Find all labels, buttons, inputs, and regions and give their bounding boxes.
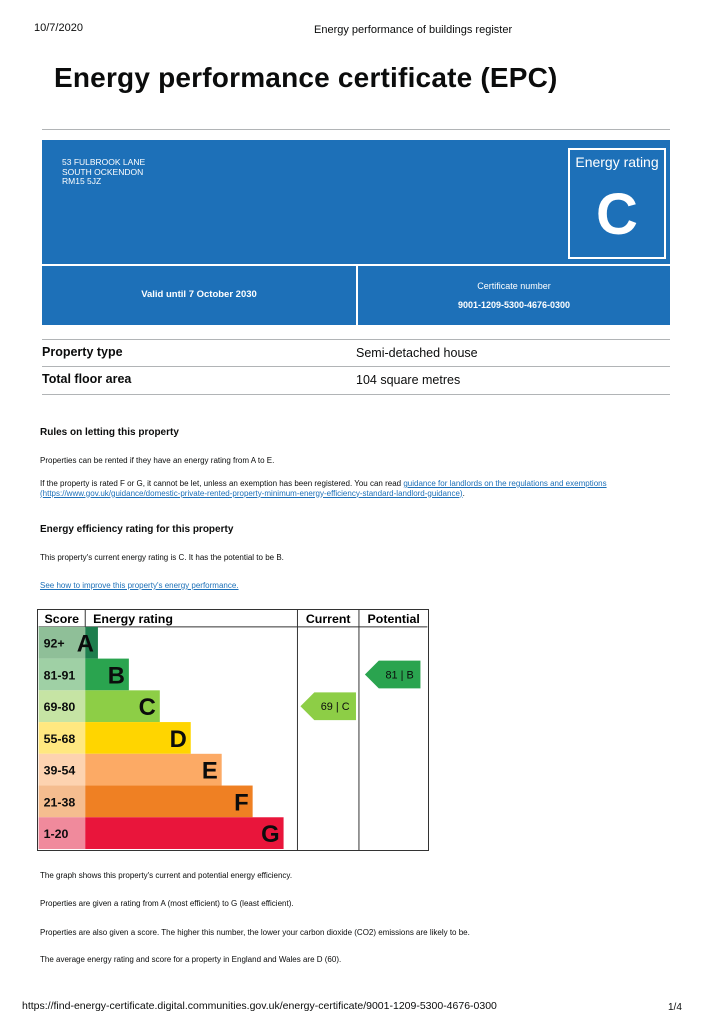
property-table-top-border [42, 339, 670, 340]
improve-performance-link[interactable]: See how to improve this property's energy performance. [40, 581, 239, 590]
property-table-bottom-border [42, 394, 670, 395]
note-graph: The graph shows this property's current and potential energy efficiency. [40, 871, 293, 880]
energy-rating-label: Energy rating [575, 154, 659, 170]
score-label-g: 1-20 [43, 827, 69, 842]
print-date: 10/7/2020 [34, 22, 83, 34]
property-address [62, 158, 145, 187]
band-letter-f: F [234, 789, 249, 817]
note-score: Properties are also given a score. The higher this number, the lower your carbon dioxide (CO2) emissions are likely to be. [40, 928, 470, 937]
property-type-label: Property type [42, 345, 123, 359]
band-letter-g: G [261, 821, 280, 849]
efficiency-heading: Energy efficiency rating for this property [40, 524, 234, 535]
certificate-number-label: Certificate number [477, 281, 551, 291]
floor-area-label: Total floor area [42, 372, 132, 386]
address-postcode: RM15 5JZ [62, 176, 102, 186]
letting-rules-text: If the property is rated F or G, it cannot be let, unless an exemption has been registered. You can read [40, 479, 402, 488]
energy-rating-chart [37, 609, 429, 851]
band-letter-a: A [76, 630, 94, 658]
band-bar-g [85, 817, 283, 849]
letting-rules-paragraph-2 [40, 479, 640, 498]
letting-rules-paragraph-1: Properties can be rented if they have an energy rating from A to E. [40, 456, 275, 465]
floor-area-value: 104 square metres [356, 373, 461, 387]
band-letter-c: C [138, 694, 156, 722]
property-table-row-divider [42, 366, 670, 367]
panel-divider-vertical [356, 266, 358, 325]
current-rating-label: 69 | C [320, 701, 350, 714]
address-line-1: 53 FULBROOK LANE [62, 157, 146, 167]
certificate-summary-panel [42, 140, 670, 325]
valid-until: Valid until 7 October 2030 [141, 289, 257, 300]
note-rating-scale: Properties are given a rating from A (most efficient) to G (least efficient). [40, 899, 294, 908]
address-line-2: SOUTH OCKENDON [62, 166, 144, 177]
band-letter-e: E [201, 757, 218, 785]
certificate-number: 9001-1209-5300-4676-0300 [457, 300, 571, 310]
energy-rating-letter: C [596, 182, 638, 247]
current-column-header: Current [305, 611, 351, 626]
letting-rules-heading: Rules on letting this property [40, 427, 179, 438]
footer-url: https://find-energy-certificate.digital.communities.gov.uk/energy-certificate/9001-1209-5300-4676-0300 [22, 1000, 497, 1012]
score-label-e: 39-54 [43, 763, 76, 778]
energy-rating-column-header: Energy rating [93, 611, 173, 626]
potential-column-header: Potential [367, 611, 420, 626]
print-header-title: Energy performance of buildings register [314, 24, 513, 36]
page-title: Energy performance certificate (EPC) [54, 62, 558, 93]
property-type-value: Semi-detached house [356, 346, 478, 360]
title-divider [42, 129, 670, 130]
band-letter-b: B [107, 662, 125, 690]
score-label-d: 55-68 [43, 731, 76, 746]
score-column-header: Score [44, 611, 79, 626]
band-letter-d: D [169, 725, 187, 753]
page-number: 1/4 [668, 1002, 682, 1013]
score-label-a: 92+ [43, 636, 65, 651]
potential-rating-label: 81 | B [385, 669, 414, 682]
landlord-guidance-link[interactable]: guidance for landlords on the regulations and exemptions [403, 479, 607, 488]
efficiency-paragraph: This property's current energy rating is C. It has the potential to be B. [40, 553, 284, 562]
note-average: The average energy rating and score for a property in England and Wales are D (60). [40, 955, 342, 964]
landlord-guidance-url[interactable]: (https://www.gov.uk/guidance/domestic-private-rented-property-minimum-energy-efficiency-standard-landlord-guidance) [40, 488, 463, 498]
paragraph-end: . [462, 488, 465, 498]
score-label-f: 21-38 [43, 795, 76, 810]
energy-rating-box [568, 148, 666, 259]
score-label-c: 69-80 [43, 700, 76, 715]
score-label-b: 81-91 [43, 668, 76, 683]
band-bar-f [85, 786, 252, 818]
